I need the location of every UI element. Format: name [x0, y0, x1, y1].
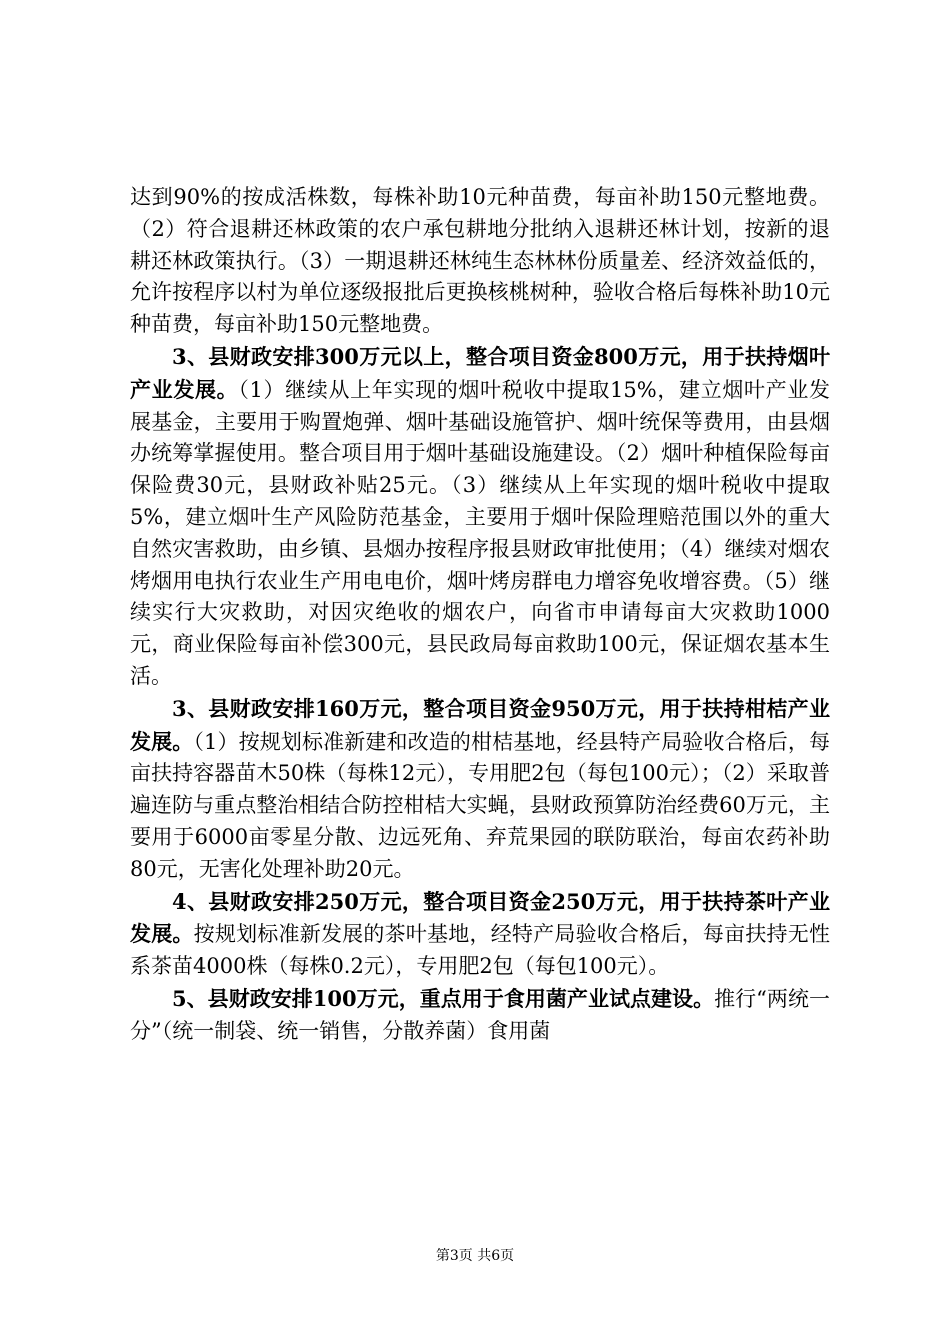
document-body: [130, 181, 830, 1048]
paragraph-1-text: 达到90%的按成活株数，每株补助10元种苗费，每亩补助150元整地费。（2）符合退耕还林政策的农户承包耕地分批纳入退耕还林计划，按新的退耕还林政策执行。（3）一期退耕还林纯生态林林份质量差、经济效益低的，允许按程序以村为单位逐级报批后更换核桃树种，验收合格后每株补助10元种苗费，每亩补助150元整地费。: [130, 185, 830, 337]
paragraph-4: [130, 886, 830, 983]
paragraph-2-lead: 3、县财政安排300万元以上，整合项目资金800万元，用于扶持烟叶产业发展。: [130, 343, 830, 402]
paragraph-1: [130, 181, 830, 341]
paragraph-2-text: （1）继续从上年实现的烟叶税收中提取15%，建立烟叶产业发展基金，主要用于购置炮弹、烟叶基础设施管护、烟叶统保等费用，由县烟办统筹掌握使用。整合项目用于烟叶基础设施建设。（2）烟叶种植保险每亩保险费30元，县财政补贴25元。（3）继续从上年实现的烟叶税收中提取5%，建立烟叶生产风险防范基金，主要用于烟叶保险理赔范围以外的重大自然灾害救助，由乡镇、县烟办按程序报县财政审批使用；（4）继续对烟农烤烟用电执行农业生产用电电价，烟叶烤房群电力增容免收增容费。（5）继续实行大灾救助，对因灾绝收的烟农户，向省市申请每亩大灾救助1000元，商业保险每亩补偿300元，县民政局每亩救助100元，保证烟农基本生活。: [130, 377, 831, 688]
paragraph-2: [130, 341, 830, 693]
page-number-label: 第3页 共6页: [435, 1248, 515, 1264]
paragraph-4-text: 按规划标准新发展的茶叶基地，经特产局验收合格后，每亩扶持无性系茶苗4000株（每株0.2元），专用肥2包（每包100元）。: [130, 922, 830, 979]
paragraph-3-text: （1）按规划标准新建和改造的柑桔基地，经县特产局验收合格后，每亩扶持容器苗木50株（每株12元），专用肥2包（每包100元）；（2）采取普遍连防与重点整治相结合防控柑桔大实蝇，县财政预算防治经费60万元，主要用于6000亩零星分散、边远死角、弃荒果园的联防联治，每亩农药补助80元，无害化处理补助20元。: [130, 729, 831, 881]
paragraph-4-lead: 4、县财政安排250万元，整合项目资金250万元，用于扶持茶叶产业发展。: [130, 888, 830, 947]
paragraph-3-lead: 3、县财政安排160万元，整合项目资金950万元，用于扶持柑桔产业发展。: [130, 695, 830, 754]
paragraph-5: [130, 983, 830, 1048]
paragraph-5-text: 推行“两统一分”（统一制袋、统一销售，分散养菌）食用菌: [130, 986, 830, 1043]
paragraph-5-lead: 5、县财政安排100万元，重点用于食用菌产业试点建设。: [172, 985, 715, 1011]
page-footer: [0, 1246, 950, 1266]
paragraph-3: [130, 693, 830, 886]
